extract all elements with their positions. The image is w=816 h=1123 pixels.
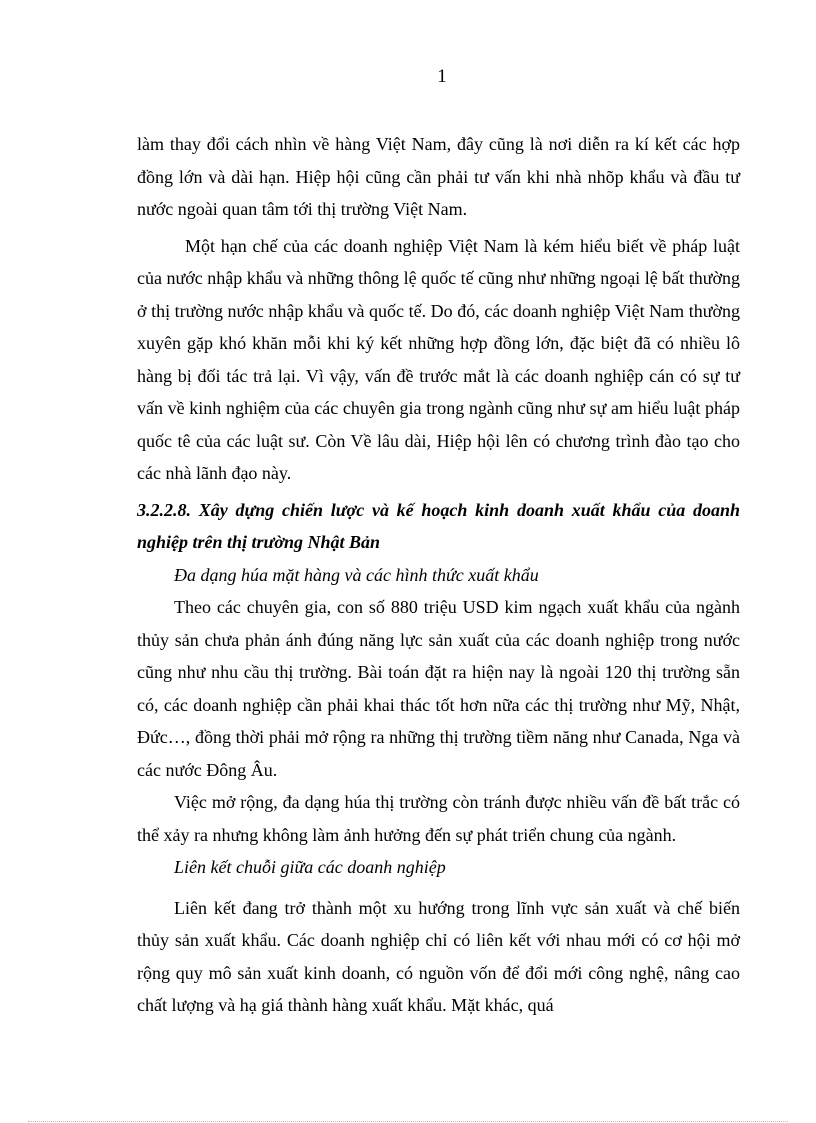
section-heading: 3.2.2.8. Xây dựng chiến lược và kế hoạch kinh doanh xuất khẩu của doanh nghiệp trên thị trường Nhật Bản bbox=[137, 499, 740, 552]
paragraph-continuation: làm thay đổi cách nhìn về hàng Việt Nam, đây cũng là nơi diễn ra kí kết các hợp đồng lớn và dài hạn. Hiệp hội cũng cần phải tư vấn khi nhà nhõp khẩu và đầu tư nước ngoài quan tâm tới thị trường Việt Nam. bbox=[137, 134, 740, 219]
footer-divider bbox=[28, 1121, 788, 1122]
subheading-diversify: Đa dạng húa mặt hàng và các hình thức xuất khẩu bbox=[174, 564, 539, 585]
paragraph-linkage: Liên kết đang trở thành một xu hướng trong lĩnh vực sản xuất và chế biến thủy sản xuất khẩu. Các doanh nghiệp chỉ có liên kết với nhau mới có cơ hội mở rộng quy mô sản xuất kinh doanh, có nguồn vốn để đổi mới công nghệ, nâng cao chất lượng và hạ giá thành hàng xuất khẩu. Mặt khác, quá bbox=[137, 897, 740, 1015]
document-body bbox=[137, 128, 740, 1022]
paragraph-legal-knowledge: Một hạn chế của các doanh nghiệp Việt Nam là kém hiểu biết về pháp luật của nước nhập khẩu và những thông lệ quốc tế cũng như những ngoại lệ bất thường ở thị trường nước nhập khẩu và quốc tế. Do đó, các doanh nghiệp Việt Nam thường xuyên gặp khó khăn mỗi khi ký kết những hợp đồng lớn, đặc biệt đã có nhiều lô hàng bị đối tác trả lại. Vì vậy, vấn đề trước mắt là các doanh nghiệp cán có sự tư vấn về kinh nghiệm của các chuyên gia trong ngành cũng như sự am hiểu luật pháp quốc tê của các luật sư. Còn Về lâu dài, Hiệp hội lên có chương trình đào tạo cho các nhà lãnh đạo này. bbox=[137, 235, 740, 483]
paragraph-market-expansion: Việc mở rộng, đa dạng húa thị trường còn tránh được nhiều vấn đề bất trắc có thể xảy ra nhưng không làm ảnh hưởng đến sự phát triển chung của ngành. bbox=[137, 792, 740, 845]
subheading-chain-link: Liên kết chuỗi giữa các doanh nghiệp bbox=[174, 857, 446, 877]
paragraph-experts: Theo các chuyên gia, con số 880 triệu USD kim ngạch xuất khẩu của ngành thủy sản chưa phản ánh đúng năng lực sản xuất của các doanh nghiệp trong nước cũng như nhu cầu thị trường. Bài toán đặt ra hiện nay là ngoài 120 thị trường sẵn có, các doanh nghiệp cần phải khai thác tốt hơn nữa các thị trường như Mỹ, Nhật, Đức…, đồng thời phải mở rộng ra những thị trường tiềm năng như Canada, Nga và các nước Đông Âu. bbox=[137, 597, 740, 780]
page-number: 1 bbox=[437, 66, 447, 87]
